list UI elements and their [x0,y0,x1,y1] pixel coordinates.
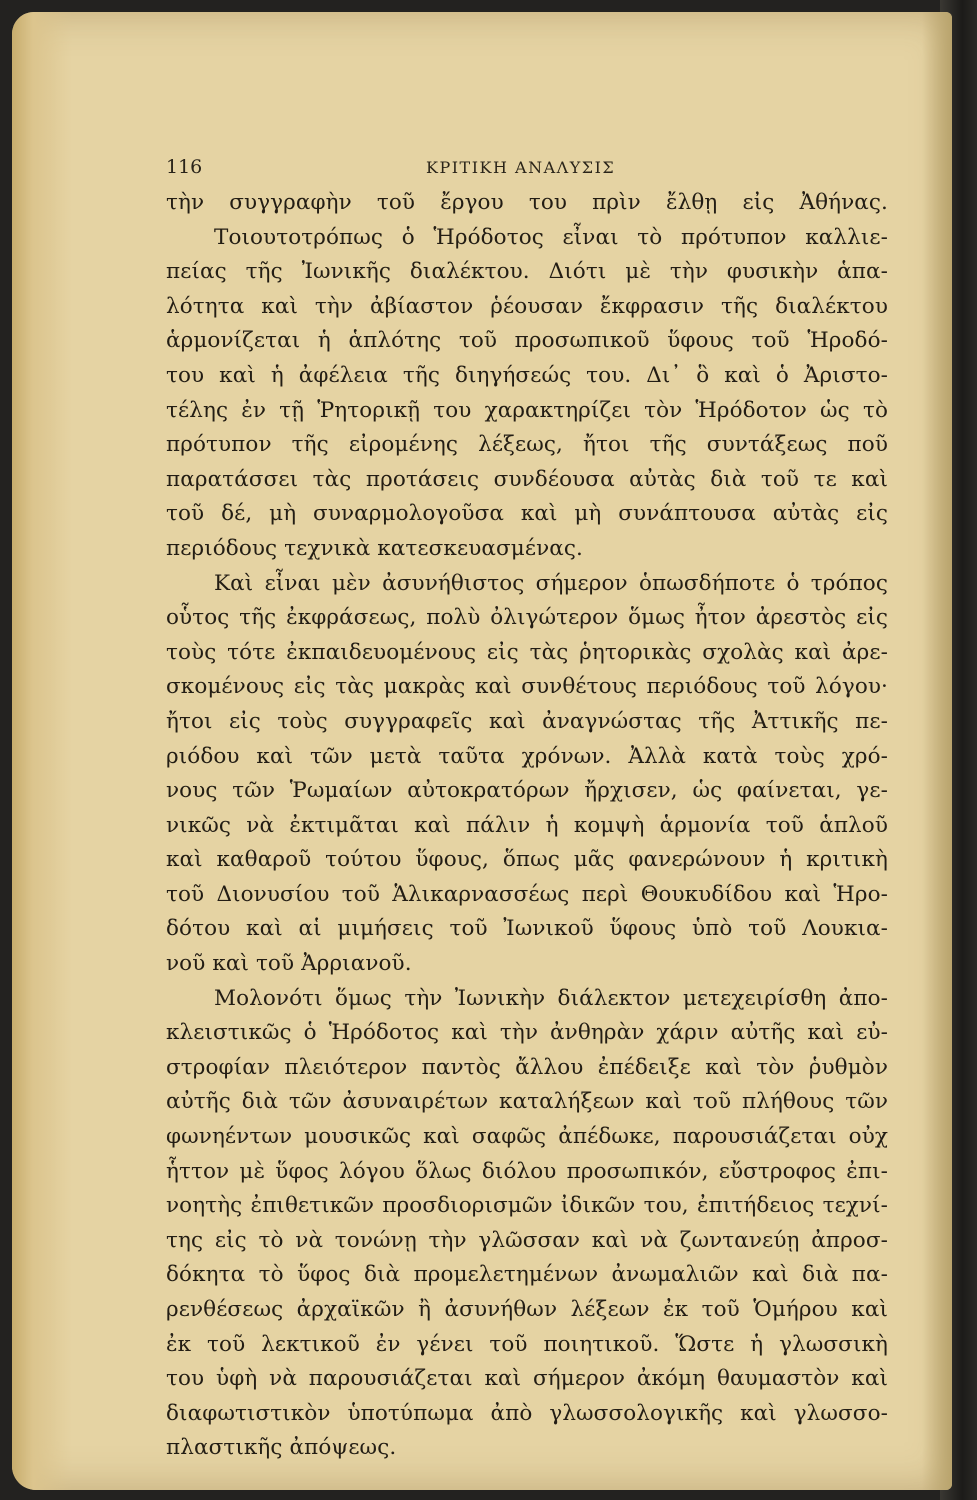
text-line: πείας τῆς Ἰωνικῆς διαλέκτου. Διότι μὲ τὴν φυσικὴν ἁπα- [166,259,888,285]
text-line: κλειστικῶς ὁ Ἡρόδοτος καὶ τὴν ἀνθηρὰν χάριν αὐτῆς καὶ εὐ- [166,1020,888,1046]
page-number: 116 [166,156,203,178]
text-line: αὐτῆς διὰ τῶν ἀσυναιρέτων καταλήξεων καὶ τοῦ πλήθους τῶν [166,1089,888,1115]
page-header [166,156,888,182]
text-line: Καὶ εἶναι μὲν ἀσυνήθιστος σήμερον ὁπωσδήποτε ὁ τρόπος [214,570,888,596]
text-line: τοῦ δέ, μὴ συναρμολογοῦσα καὶ μὴ συνάπτουσα αὐτὰς εἰς [166,501,888,527]
text-line: διαφωτιστικὸν ὑποτύπωμα ἀπὸ γλωσσολογικῆς καὶ γλωσσο- [166,1400,888,1426]
text-line: περιόδους τεχνικὰ κατεσκευασμένας. [166,535,583,561]
text-line: φωνηέντων μουσικῶς καὶ σαφῶς ἀπέδωκε, παρουσιάζεται οὐχ [166,1124,888,1150]
text-line: ἧττον μὲ ὕφος λόγου ὅλως διόλου προσωπικόν, εὔστροφος ἐπι- [166,1158,888,1184]
text-line: λότητα καὶ τὴν ἀβίαστον ῥέουσαν ἔκφρασιν τῆς διαλέκτου [166,293,888,319]
text-line: ρενθέσεως ἀρχαϊκῶν ἢ ἀσυνήθων λέξεων ἐκ τοῦ Ὁμήρου καὶ [166,1297,888,1322]
text-line: δότου καὶ αἱ μιμήσεις τοῦ Ἰωνικοῦ ὕφους ὑπὸ τοῦ Λουκια- [166,916,888,942]
text-line: οὗτος τῆς ἐκφράσεως, πολὺ ὀλιγώτερον ὅμως ἦτον ἀρεστὸς εἰς [166,605,888,631]
text-line: ριόδου καὶ τῶν μετὰ ταῦτα χρόνων. Ἀλλὰ κατὰ τοὺς χρό- [166,743,888,769]
text-line: παρατάσσει τὰς προτάσεις συνδέουσα αὐτὰς διὰ τοῦ τε καὶ [166,466,888,492]
text-line: της εἰς τὸ νὰ τονώνῃ τὴν γλῶσσαν καὶ νὰ ζωντανεύῃ ἀπροσ- [166,1227,888,1253]
text-line: Τοιουτοτρόπως ὁ Ἡρόδοτος εἶναι τὸ πρότυπον καλλιε- [214,224,888,250]
text-line: δόκητα τὸ ὕφος διὰ προμελετημένων ἀνωμαλιῶν καὶ διὰ πα- [166,1262,888,1288]
text-line: σκομένους εἰς τὰς μακρὰς καὶ συνθέτους περιόδους τοῦ λόγου· [166,674,888,700]
text-line: νοητὴς ἐπιθετικῶν προσδιορισμῶν ἰδικῶν του, ἐπιτήδειος τεχνί- [166,1193,888,1219]
text-line: νους τῶν Ῥωμαίων αὐτοκρατόρων ἤρχισεν, ὡς φαίνεται, γε- [166,778,888,804]
page-edge-shadow-left [12,12,72,1490]
text-line: νοῦ καὶ τοῦ Ἀρριανοῦ. [166,951,412,977]
text-line: τοὺς τότε ἐκπαιδευομένους εἰς τὰς ῥητορικὰς σχολὰς καὶ ἀρε- [166,639,888,665]
text-line: ἤτοι εἰς τοὺς συγγραφεῖς καὶ ἀναγνώστας τῆς Ἀττικῆς πε- [166,708,888,734]
text-line: του ὑφὴ νὰ παρουσιάζεται καὶ σήμερον ἀκόμη θαυμαστὸν καὶ [166,1366,888,1392]
text-line: τέλης ἐν τῇ Ῥητορικῇ του χαρακτηρίζει τὸν Ἡρόδοτον ὡς τὸ [166,397,888,423]
text-line: τὴν συγγραφὴν τοῦ ἔργου του πρὶν ἔλθῃ εἰς Ἀθήνας. [166,190,888,215]
text-line: νικῶς νὰ ἐκτιμᾶται καὶ πάλιν ἡ κομψὴ ἁρμονία τοῦ ἁπλοῦ [166,812,888,838]
text-line: καὶ καθαροῦ τούτου ὕφους, ὅπως μᾶς φανερώνουν ἡ κριτικὴ [166,847,888,873]
text-line: πλαστικῆς ἀπόψεως. [166,1435,397,1461]
text-line: πρότυπον τῆς εἰρομένης λέξεως, ἤτοι τῆς συντάξεως ποῦ [166,432,888,458]
page-edge-shadow-right [922,12,952,1490]
text-line: του καὶ ἡ ἀφέλεια τῆς διηγήσεώς του. Δι᾽ ὃ καὶ ὁ Ἀριστο- [166,362,888,388]
body-text [166,186,888,1466]
text-line: Μολονότι ὅμως τὴν Ἰωνικὴν διάλεκτον μετεχειρίσθη ἀπο- [214,985,888,1011]
text-line: ἁρμονίζεται ἡ ἁπλότης τοῦ προσωπικοῦ ὕφους τοῦ Ἡροδό- [166,328,888,354]
text-line: ἐκ τοῦ λεκτικοῦ ἐν γένει τοῦ ποιητικοῦ. Ὥστε ἡ γλωσσικὴ [166,1331,888,1357]
text-line: τοῦ Διονυσίου τοῦ Ἁλικαρνασσέως περὶ Θουκυδίδου καὶ Ἡρο- [166,881,888,907]
text-line: στροφίαν πλειότερον παντὸς ἄλλου ἐπέδειξε καὶ τὸν ῥυθμὸν [166,1054,888,1080]
running-head: ΚΡΙΤΙΚΗ ΑΝΑΛΥΣΙΣ [426,158,616,177]
